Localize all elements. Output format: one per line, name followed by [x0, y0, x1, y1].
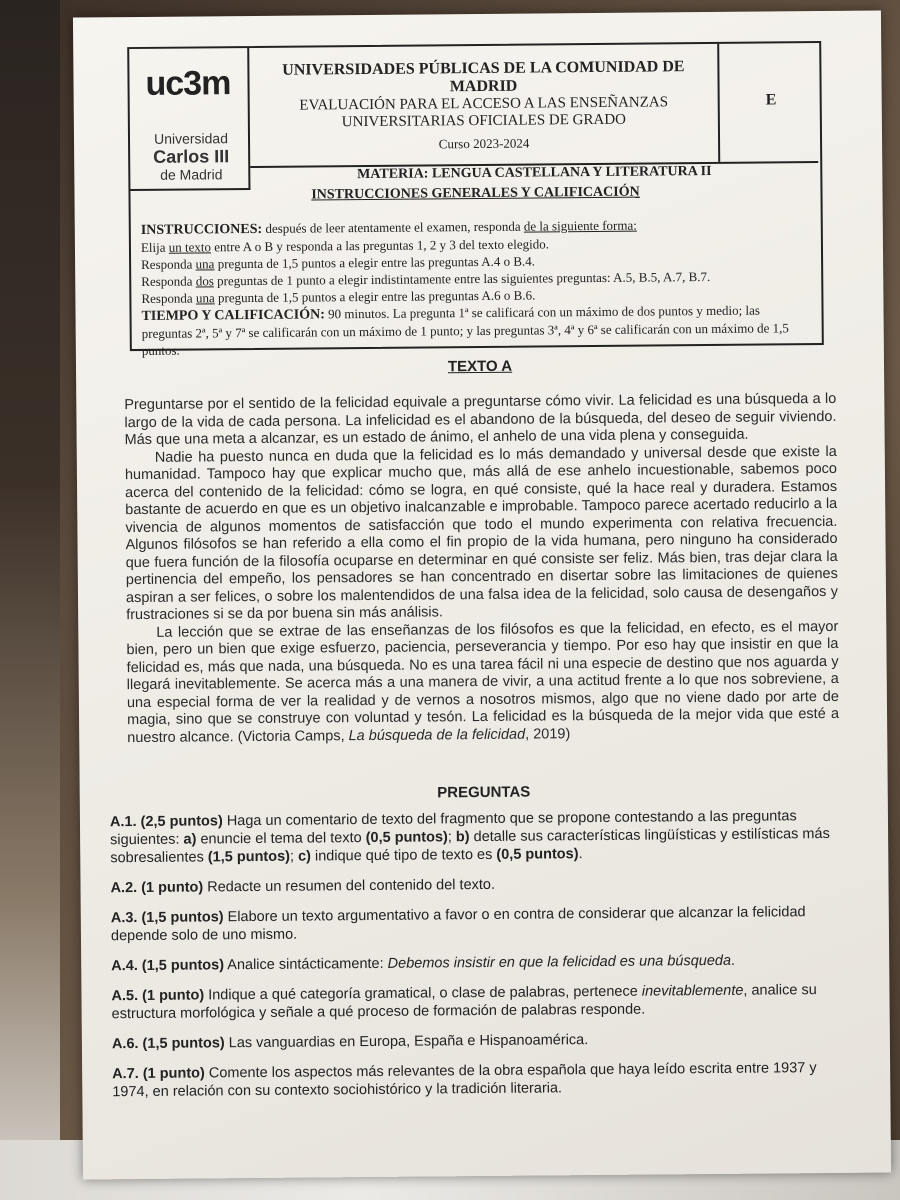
exam-subject: MATERIA: LENGUA CASTELLANA Y LITERATURA II: [250, 161, 818, 190]
instruction-line-4-b: una: [195, 290, 215, 306]
source-year: , 2019): [525, 725, 571, 743]
paragraph-1: Preguntarse por el sentido de la felicidad equivale a preguntarse cómo vivir. La felicidad es una búsqueda a lo largo de la vida de cada persona. La infelicidad es el abandono de la búsqueda, del deseo de seguir viviendo. Más que una meta a alcanzar, es un estado de ánimo, el anhelo de una vida plena y conseguida.: [124, 390, 837, 449]
question-a6: [112, 1029, 832, 1053]
question-a3-number: A.3. (1,5 puntos): [110, 909, 224, 927]
question-a1-bold-1: a): [183, 831, 197, 848]
exam-title-universities: UNIVERSIDADES PÚBLICAS DE LA COMUNIDAD DE MADRID: [282, 58, 685, 96]
question-a6-number: A.6. (1,5 puntos): [111, 1035, 225, 1053]
instruction-line-2-c: pregunta de 1,5 puntos a elegir entre las preguntas A.4 o B.4.: [214, 253, 536, 272]
exam-sheet: [73, 10, 891, 1179]
question-a2-text: Redacte un resumen del contenido del texto.: [203, 876, 496, 896]
question-a7-number: A.7. (1 punto): [112, 1065, 205, 1083]
instructions-heading: INSTRUCCIONES GENERALES Y CALIFICACIÓN: [311, 184, 640, 203]
question-a1-bold-4: (1,5 puntos): [207, 848, 291, 866]
exam-course-year: Curso 2023-2024: [438, 135, 530, 152]
instruction-line-1-c: entre A o B y responda a las preguntas 1, 2 y 3 del texto elegido.: [210, 236, 549, 255]
instruction-line-3-a: Responda: [141, 273, 196, 289]
paragraph-2: Nadie ha puesto nunca en duda que la felicidad es lo más demandado y universal desde que existe la humanidad. Tampoco hay que explicar mucho que, más allá de ese anhelo incuestionable, sabemos poco acerca del contenido de la felicidad: cómo se logra, en qué consiste, qué la hace real y duradera. Estamos bastante de acuerdo en que es un objetivo inalcanzable e improbable. Tampoco parece acertado reducirlo a la vivencia de algunos momentos de satisfacción que todo el mundo experimenta con relativa frecuencia. Algunos filósofos se han referido a ella como el fin propio de la vida humana, pero ninguno ha considerado que fuera función de la filosofía ocuparse en determinar en qué consiste ser feliz. Más bien, tras dejar clara la pertinencia del empeño, los pensadores se han concentrado en disertar sobre las limitaciones de quienes aspiran a ser felices, o sobre los malentendidos de una falsa idea de la felicidad, solo causa de desengaños y frustraciones si se da por buena sin más análisis.: [124, 443, 839, 624]
exam-header: [127, 41, 824, 358]
text-title: TEXTO A: [447, 357, 513, 376]
question-a3: [111, 903, 831, 945]
questions-title: PREGUNTAS: [437, 783, 531, 802]
instructions-intro-text: después de leer atentamente el examen, responda: [262, 218, 524, 236]
grading-label: TIEMPO Y CALIFICACIÓN:: [141, 307, 325, 324]
question-a5: [111, 981, 831, 1023]
question-a5-word: inevitablemente: [641, 982, 744, 1000]
question-a4: [111, 951, 831, 975]
question-a7: [112, 1059, 832, 1101]
exam-title-block: [249, 44, 718, 166]
question-a1-text-7: .: [578, 846, 583, 863]
question-a3-text: Elabore un texto argumentativo a favor o en contra de considerar que alcanzar la felicidad depende solo de uno mismo.: [110, 904, 806, 945]
question-a6-text: Las vanguardias en Europa, España e Hispanoamérica.: [224, 1032, 589, 1052]
paragraph-3: [126, 618, 839, 747]
question-a4-number: A.4. (1,5 puntos): [111, 957, 225, 975]
grading-info: [141, 301, 813, 359]
question-a5-end: , analice su estructura morfológica y señale a qué proceso de formación de palabras responde.: [111, 982, 817, 1023]
grading-text: 90 minutos. La pregunta 1ª se calificará con un máximo de dos puntos y medio; las preguntas 2ª, 5ª y 7ª se calificarán con un máximo de 1 punto; y las preguntas 3ª, 4ª y 6ª se calificarán con un máximo de 1,5 puntos.: [141, 302, 789, 358]
exam-code: E: [765, 91, 777, 109]
instruction-line-2-b: una: [195, 256, 215, 272]
questions-list: [110, 807, 833, 1113]
logo-line-3: de Madrid: [160, 166, 223, 183]
question-a1-bold-5: c): [297, 848, 312, 865]
source-book-title: La búsqueda de la felicidad: [348, 726, 526, 744]
question-a2-number: A.2. (1 punto): [110, 879, 204, 897]
reading-text: [124, 391, 839, 747]
instruction-line-4-c: pregunta de 1,5 puntos a elegir entre las preguntas A.6 o B.6.: [214, 287, 536, 306]
question-a1: [110, 807, 830, 867]
question-a1-bold-3: b): [455, 829, 470, 846]
question-a1-text-4: detalle sus características lingüísticas y estilísticas más sobresalientes: [110, 825, 830, 867]
question-a1-text-3: ;: [447, 829, 456, 846]
exam-title-degree: UNIVERSITARIAS OFICIALES DE GRADO: [341, 111, 627, 131]
instruction-line-1-b: un texto: [168, 239, 212, 255]
instructions-label: INSTRUCCIONES:: [140, 221, 263, 238]
question-a2: [110, 873, 830, 897]
instruction-line-1-a: Elija: [140, 239, 169, 255]
question-a1-text-6: indique qué tipo de texto es: [310, 846, 497, 865]
exam-title-evaluation: EVALUACIÓN PARA EL ACCESO A LAS ENSEÑANZAS: [299, 94, 669, 114]
instruction-line-4-a: Responda: [141, 290, 196, 306]
question-a1-number: A.1. (2,5 puntos): [109, 813, 223, 831]
paragraph-3-text: La lección que se extrae de las enseñanzas de los filósofos es que la felicidad, en efecto, es el mayor bien, pero un bien que exige esfuerzo, paciencia, perseverancia y tiempo. Por eso hay que insistir en que la felicidad es, más que nada, una búsqueda. No es una tarea fácil ni una especie de destino que nos aguarda y llegará inevitablemente. Se acerca más a una manera de vivir, a una actitud frente a lo que nos sobreviene, a una especial forma de ver la realidad y de vernos a nosotros mismos, algo que no viene dado por arte de magia, sino que se construye con voluntad y tesón. La felicidad es la búsqueda de la mejor vida que esté a nuestro alcance. (Victoria Camps,: [126, 618, 840, 746]
question-a4-sentence: Debemos insistir en que la felicidad es una búsqueda: [387, 952, 732, 972]
instruction-line-2-a: Responda: [141, 256, 196, 272]
instructions-intro-underlined: de la siguiente forma:: [523, 217, 637, 234]
question-a1-bold-6: (0,5 puntos): [496, 846, 579, 863]
university-logo: [129, 48, 250, 191]
logo-line-2: Carlos III: [153, 146, 230, 167]
instructions-body: [141, 215, 814, 359]
background-cloth: [0, 0, 60, 1200]
question-a4-end: .: [730, 952, 736, 969]
question-a1-bold-2: (0,5 puntos): [365, 829, 448, 847]
question-a4-text: Analice sintácticamente:: [223, 955, 388, 974]
question-a1-text-1: Haga un comentario de texto del fragmento que se propone contestando a las preguntas siguientes:: [110, 808, 797, 849]
logo-mark: uc3m: [145, 64, 231, 103]
exam-code-box: [717, 43, 820, 162]
question-a1-text-5: ;: [289, 848, 299, 865]
instruction-line-3-b: dos: [195, 273, 214, 289]
question-a5-text: Indique a qué categoría gramatical, o clase de palabras, pertenece: [204, 983, 642, 1004]
instruction-line-3-c: preguntas de 1 punto a elegir indistintamente entre las siguientes preguntas: A.5, B.5, A.7, B.7.: [213, 268, 711, 289]
question-a1-text-2: enuncie el tema del texto: [196, 830, 366, 848]
question-a7-text: Comente los aspectos más relevantes de la obra española que haya leído escrita entre 1937 y 1974, en relación con su contexto sociohistórico y la tradición literaria.: [112, 1060, 817, 1101]
question-a5-number: A.5. (1 punto): [111, 987, 205, 1005]
logo-line-1: Universidad: [153, 130, 229, 147]
